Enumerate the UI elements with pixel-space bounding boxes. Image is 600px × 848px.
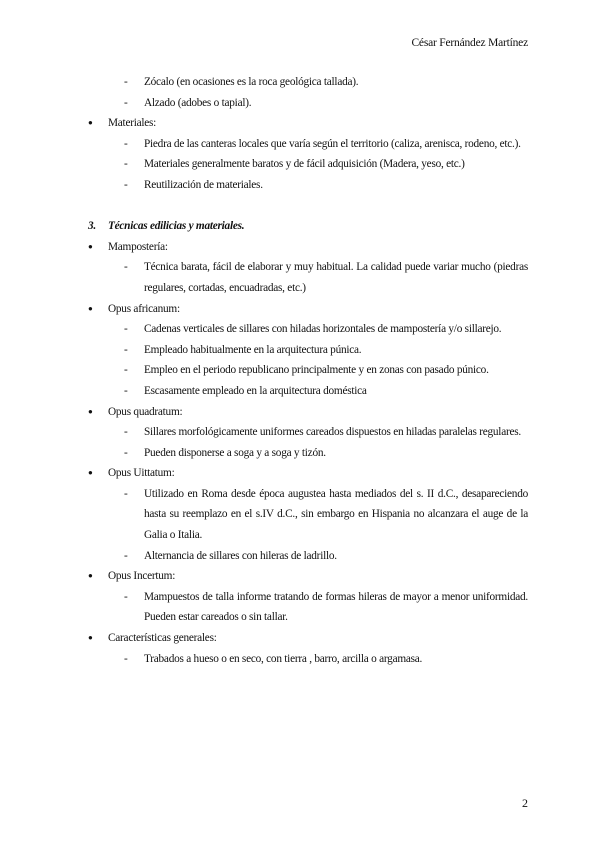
bullet-materiales: ● Materiales:	[88, 113, 528, 134]
list-item: - Empleo en el periodo republicano principalmente y en zonas con pasado púnico.	[144, 360, 528, 381]
list-item: - Trabados a hueso o en seco, con tierra , barro, arcilla o argamasa.	[144, 649, 528, 670]
list-item: - Utilizado en Roma desde época augustea hasta mediados del s. II d.C., desapareciendo hasta su reemplazo en el s.IV d.C., sin embargo en Hispania no alcanzara el auge de la Galia o Italia.	[144, 484, 528, 546]
bullet-opus-incertum: ● Opus Incertum:	[88, 566, 528, 587]
bullet-opus-quadratum: ● Opus quadratum:	[88, 402, 528, 423]
bullet-mamposteria: ● Mampostería:	[88, 237, 528, 258]
bullet-opus-uittatum: ● Opus Uittatum:	[88, 463, 528, 484]
header-author: César Fernández Martínez	[411, 37, 528, 49]
list-item: - Reutilización de materiales.	[144, 175, 528, 196]
list-item: - Mampuestos de talla informe tratando de formas hileras de mayor a menor uniformidad. Pueden estar careados o sin tallar.	[144, 587, 528, 628]
list-item: - Cadenas verticales de sillares con hiladas horizontales de mampostería y/o sillarejo.	[144, 319, 528, 340]
list-item: - Sillares morfológicamente uniformes careados dispuestos en hiladas paralelas regulares.	[144, 422, 528, 443]
list-item: - Piedra de las canteras locales que varía según el territorio (caliza, arenisca, rodeno, etc.).	[144, 134, 528, 155]
list-item: - Pueden disponerse a soga y a soga y tizón.	[144, 443, 528, 464]
page-content	[88, 72, 528, 669]
list-item: - Materiales generalmente baratos y de fácil adquisición (Madera, yeso, etc.)	[144, 154, 528, 175]
list-item: - Alzado (adobes o tapial).	[144, 93, 528, 114]
section-heading	[88, 216, 528, 237]
section-title: Técnicas edilicias y materiales.	[108, 220, 245, 233]
list-item: - Zócalo (en ocasiones es la roca geológica tallada).	[144, 72, 528, 93]
bullet-caracteristicas-generales: ● Características generales:	[88, 628, 528, 649]
section-number: 3.	[88, 220, 96, 233]
list-item: - Empleado habitualmente en la arquitectura púnica.	[144, 340, 528, 361]
list-item: - Técnica barata, fácil de elaborar y muy habitual. La calidad puede variar mucho (piedras regulares, cortadas, encuadradas, etc.)	[144, 257, 528, 298]
list-item: - Alternancia de sillares con hileras de ladrillo.	[144, 546, 528, 567]
bullet-opus-africanum: ● Opus africanum:	[88, 299, 528, 320]
page-number: 2	[522, 796, 528, 810]
list-item: - Escasamente empleado en la arquitectura doméstica	[144, 381, 528, 402]
